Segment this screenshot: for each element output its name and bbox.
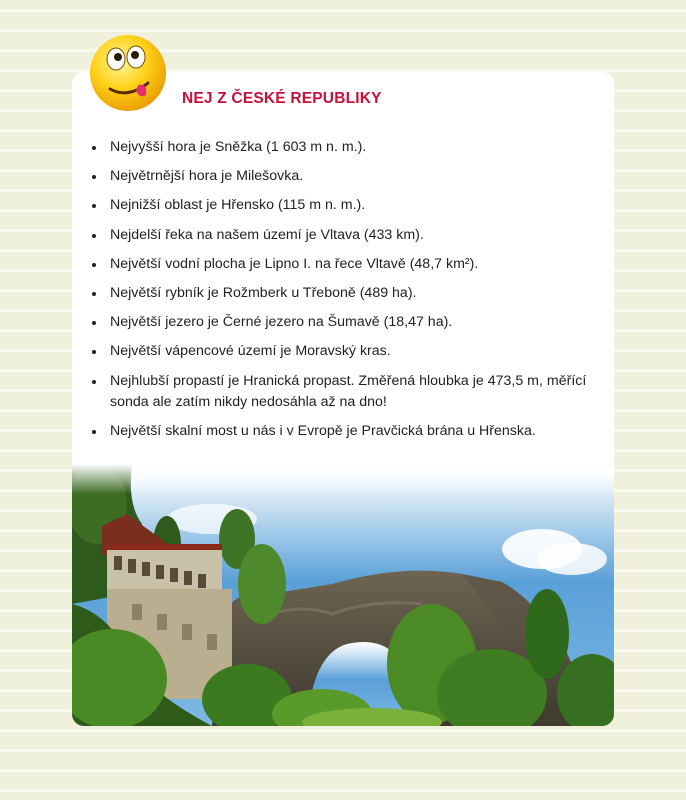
list-item: Největší rybník je Rožmberk u Třeboně (489 ha). [92, 283, 597, 304]
facts-list [92, 137, 597, 450]
list-item: Největší vodní plocha je Lipno I. na řece Vltavě (48,7 km²). [92, 254, 597, 275]
tongue-out-smiley-icon [88, 33, 168, 113]
list-item: Největrnější hora je Milešovka. [92, 166, 597, 187]
page-title: NEJ Z ČESKÉ REPUBLIKY [182, 90, 382, 107]
list-item: Nejhlubší propastí je Hranická propast. Změřená hloubka je 473,5 m, měřící sonda ale zatím nikdy nedosáhla až na dno! [92, 371, 597, 413]
list-item: Největší jezero je Černé jezero na Šumavě (18,47 ha). [92, 312, 597, 333]
pravcicka-brana-photo [72, 464, 614, 726]
list-item: Nejvyšší hora je Sněžka (1 603 m n. m.). [92, 137, 597, 158]
list-item: Nejnižší oblast je Hřensko (115 m n. m.). [92, 195, 597, 216]
list-item: Největší skalní most u nás i v Evropě je Pravčická brána u Hřenska. [92, 421, 597, 442]
list-item: Nejdelší řeka na našem území je Vltava (433 km). [92, 225, 597, 246]
info-card [72, 72, 614, 726]
list-item: Největší vápencové území je Moravský kras. [92, 341, 597, 362]
